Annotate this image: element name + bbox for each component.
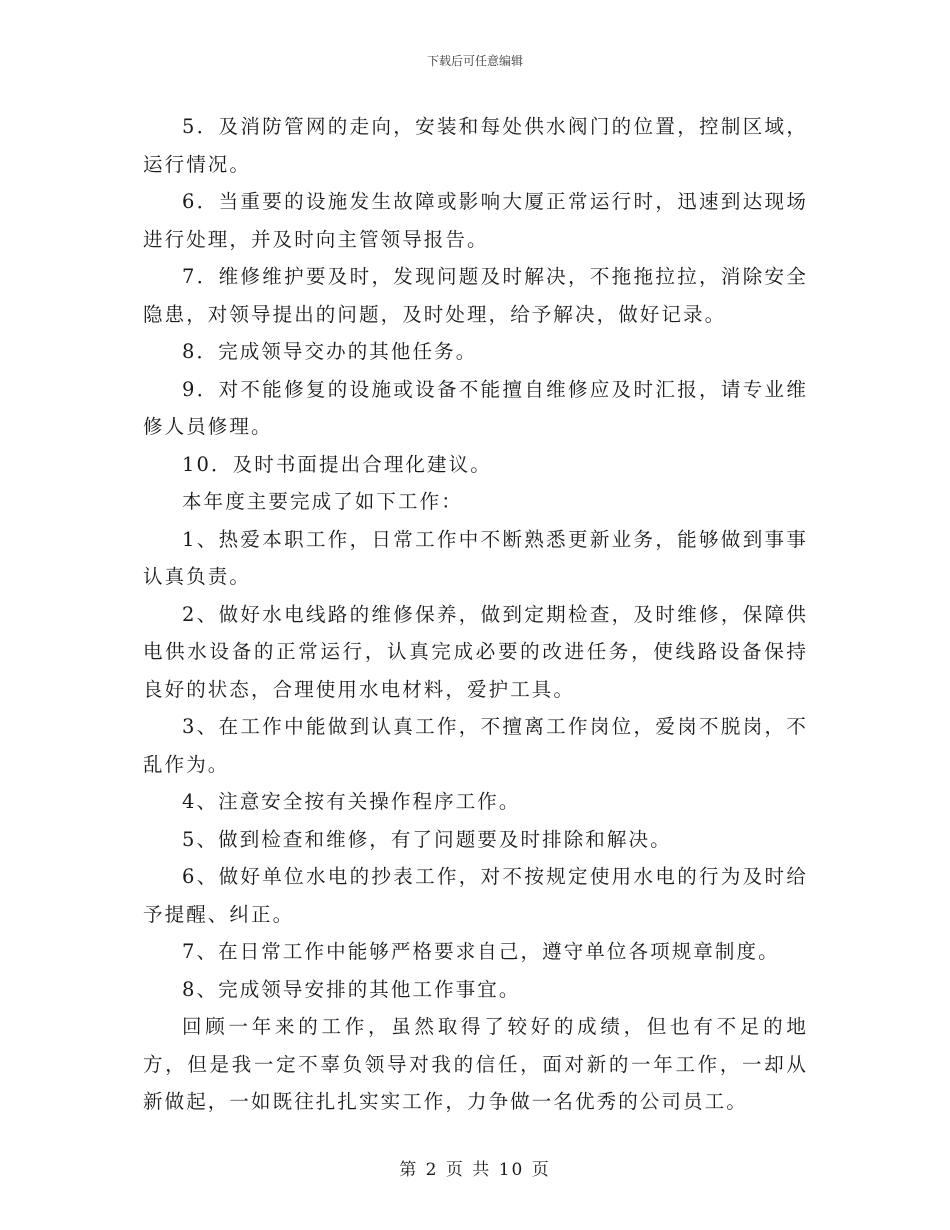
paragraph: 2、做好水电线路的维修保养，做到定期检查，及时维修，保障供电供水设备的正常运行，认真完成必要的改进任务，使线路设备保持良好的状态，合理使用水电材料，爱护工具。 xyxy=(143,602,808,701)
paragraph: 7、在日常工作中能够严格要求自己，遵守单位各项规章制度。 xyxy=(182,940,780,963)
paragraph: 4、注意安全按有关操作程序工作。 xyxy=(182,790,521,813)
paragraph: 8．完成领导交办的其他任务。 xyxy=(182,340,478,363)
paragraph: 回顾一年来的工作，虽然取得了较好的成绩，但也有不足的地方，但是我一定不辜负领导对我的信任，面对新的一年工作，一却从新做起，一如既往扎扎实实工作，力争做一名优秀的公司员工。 xyxy=(143,1015,808,1113)
page-number: 第 2 页 共 10 页 xyxy=(399,1160,551,1180)
paragraph: 3、在工作中能做到认真工作，不擅离工作岗位，爱岗不脱岗，不乱作为。 xyxy=(143,715,808,776)
paragraph: 9．对不能修复的设施或设备不能擅自维修应及时汇报，请专业维修人员修理。 xyxy=(143,377,808,438)
page-header: 下载后可任意编辑 xyxy=(426,54,523,68)
paragraph: 6．当重要的设施发生故障或影响大厦正常运行时，迅速到达现场进行处理，并及时向主管领导报告。 xyxy=(143,190,808,251)
paragraph: 7．维修维护要及时，发现问题及时解决，不拖拖拉拉，消除安全隐患，对领导提出的问题，及时处理，给予解决，做好记录。 xyxy=(143,265,808,326)
paragraph: 8、完成领导安排的其他工作事宜。 xyxy=(182,977,521,1001)
paragraph: 本年度主要完成了如下工作： xyxy=(182,490,463,513)
document-body xyxy=(143,108,808,1121)
paragraph: 5．及消防管网的走向，安装和每处供水阀门的位置，控制区域，运行情况。 xyxy=(143,115,808,176)
paragraph: 1、热爱本职工作，日常工作中不断熟悉更新业务，能够做到事事认真负责。 xyxy=(143,527,808,588)
paragraph: 6、做好单位水电的抄表工作，对不按规定使用水电的行为及时给予提醒、纠正。 xyxy=(143,865,808,926)
paragraph: 10．及时书面提出合理化建议。 xyxy=(182,452,492,476)
paragraph: 5、做到检查和维修，有了问题要及时排除和解决。 xyxy=(182,827,672,851)
